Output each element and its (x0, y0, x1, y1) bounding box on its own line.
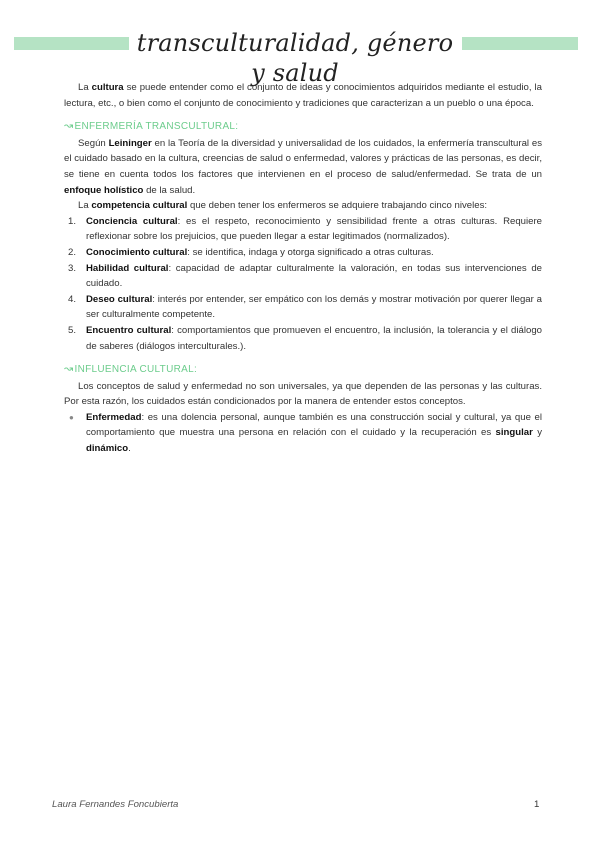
competencia-paragraph: La competencia cultural que deben tener los enfermeros se adquiere trabajando cinco niveles: (78, 200, 488, 212)
curved-arrow-icon: ↝ (64, 363, 74, 376)
title-band-right (462, 37, 578, 50)
list-item: 1. Conciencia cultural: es el respeto, reconocimiento y sensibilidad frente a otras culturas. Requiere reflexionar sobre los prejuicios, que pueden llegar a estar legitimados (normalizados). (68, 215, 543, 243)
list-item: 5. Encuentro cultural: comportamientos que promueven el encuentro, la inclusión, la tolerancia y el diálogo de saberes (diálogos interculturales.). (68, 324, 542, 352)
influencia-paragraph: Los conceptos de salud y enfermedad no son universales, ya que dependen de las personas y las culturas. Por esta razón, los cuidados están condicionados por la manera de entender estos conceptos. (64, 380, 542, 408)
page-number: 1 (534, 799, 540, 810)
section-heading-enfermeria: ↝ENFERMERÍA TRANSCULTURAL: (64, 120, 239, 133)
title-bar (0, 28, 600, 87)
page-title: transculturalidad, género y salud (136, 29, 454, 87)
title-band-left (14, 37, 129, 50)
levels-list (64, 214, 542, 354)
list-item: 2. Conocimiento cultural: se identifica, indaga y otorga significado a otras culturas. (68, 246, 434, 258)
list-item: 4. Deseo cultural: interés por entender, ser empático con los demás y mostrar motivación por querer llegar a ser culturalmente competente. (68, 293, 542, 321)
curved-arrow-icon: ↝ (64, 120, 74, 133)
document-body (64, 80, 542, 457)
list-item: 3. Habilidad cultural: capacidad de adaptar culturalmente la valoración, en todas sus intervenciones de cuidado. (68, 262, 542, 290)
section-heading-influencia: ↝INFLUENCIA CULTURAL: (64, 363, 198, 376)
leininger-paragraph: Según Leininger en la Teoría de la diversidad y universalidad de los cuidados, la enfermería transcultural es el cuidado basado en la cultura, creencias de salud o enfermedad, valores y prácticas de las personas, es decir, se tiene en cuenta todos los factores que intervienen en el proceso de salud/enfermedad. Se trata de un enfoque holístico de la salud. (64, 137, 542, 196)
bullet-icon: ● (69, 412, 74, 422)
footer-author: Laura Fernandes Foncubierta (52, 799, 179, 810)
bullet-list (64, 410, 542, 457)
intro-paragraph: La cultura se puede entender como el conjunto de ideas y conocimientos adquiridos mediante el estudio, la lectura, etc., o bien como el conjunto de conocimiento y tradiciones que caracterizan a un pueblo o una época. (64, 82, 542, 109)
list-item: ● Enfermedad: es una dolencia personal, aunque también es una construcción social y cultural, ya que el comportamiento que muestra una persona en relación con el cuidado y la recuperación es singular y dinámico. (69, 411, 542, 455)
